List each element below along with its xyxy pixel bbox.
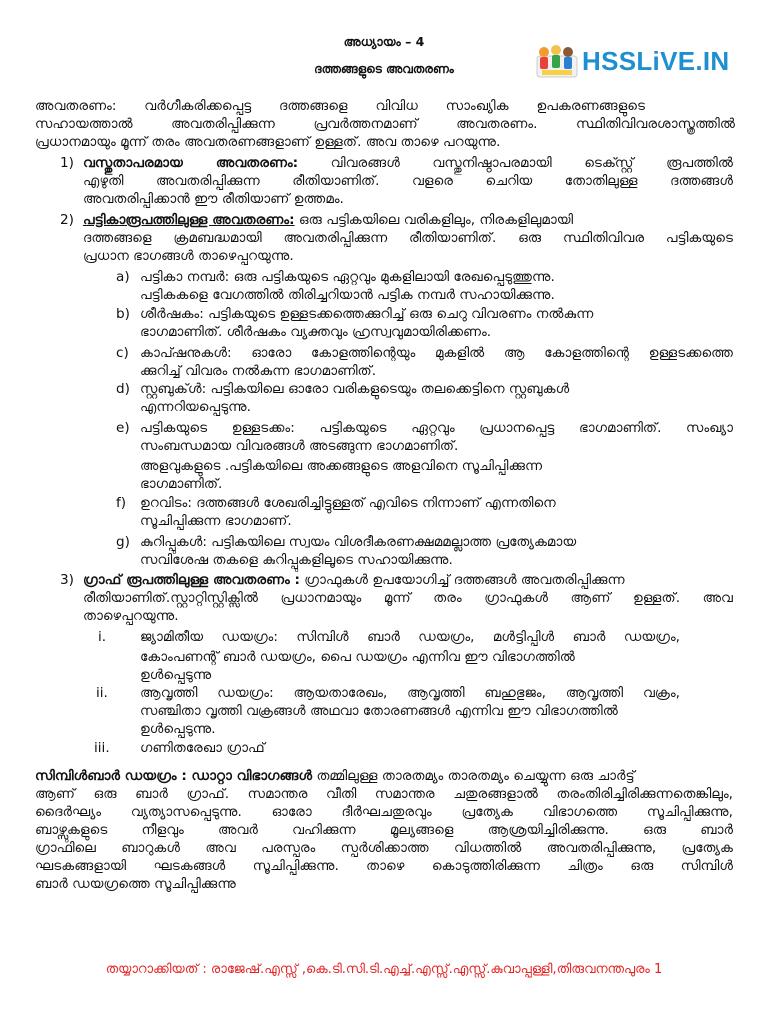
item-text: ഒരു പട്ടികയിലെ വരികളിലും, നിരകളിലുമായി	[294, 212, 574, 228]
item-text-line: താഴെപ്പറയുന്നു.	[83, 608, 179, 624]
sub-item-line: കാപ്ഷനുകൾ: ഓരോ കോളത്തിന്റെയും മുകളിൽ ആ കോളത്തിന്റെ ഉള്ളടക്കത്തെ	[140, 345, 733, 361]
sub-item-line: എന്നറിയപ്പെടുന്നു.	[140, 399, 251, 415]
sub-item-line: അളവുകളുടെ .പട്ടികയിലെ അക്കങ്ങളുടെ അളവിനെ സൂചിപ്പിക്കുന്ന	[140, 458, 543, 474]
footer	[0, 962, 768, 977]
sub-item-line: ക്കുറിച്ച് വിവരം നൽകുന്ന ഭാഗമാണിത്.	[140, 363, 377, 379]
list-item	[83, 211, 573, 229]
sub-item-line: പട്ടികാ നമ്പർ: ഒരു പട്ടികയുടെ ഏറ്റവും മുകളിലായി രേഖപ്പെടുത്തുന്നു.	[140, 269, 555, 285]
sub-item-line: ഉൾപ്പെടുന്നു	[140, 667, 212, 683]
sub-item-line: ശീർഷകം: പട്ടികയുടെ ഉള്ളടക്കത്തെക്കുറിച്ച് ഒരു ചെറു വിവരണം നൽകുന്ന	[140, 306, 594, 322]
paragraph-line: ഘടകങ്ങളായി ഘടകങ്ങൾ സൂചിപ്പിക്കുന്നു. താഴെ കൊടുത്തിരിക്കുന്ന ചിത്രം ഒരു സിമ്പിൾ	[35, 858, 733, 874]
paragraph-line: ഗ്രാഫിലെ ബാറുകൾ അവ പരസ്പരം സ്പർശിക്കാത്ത വിധത്തിൽ അവതരിപ്പിക്കുന്നു, പ്രത്യേക	[35, 840, 733, 856]
sub-item-line: കോംപണന്റ് ബാർ ഡയഗ്രം, പൈ ഡയഗ്രം എന്നിവ ഈ വിഭാഗത്തിൽ	[140, 649, 575, 665]
sub-item-line: ആവൃത്തി ഡയഗ്രം: ആയതാരേഖം, ആവൃത്തി ബഹുഭുജം, ആവൃത്തി വക്രം,	[140, 685, 680, 701]
paragraph-line: ബാർ ഡയഗ്രത്തെ സൂചിപ്പിക്കുന്നു	[35, 876, 236, 892]
site-logo	[536, 42, 730, 80]
sub-marker: ii.	[96, 685, 108, 701]
item-heading: പട്ടികാരൂപത്തിലുള്ള അവതരണം:	[83, 212, 295, 228]
sub-marker: e)	[116, 420, 130, 436]
sub-marker: b)	[116, 306, 130, 322]
item-text: വിവരങ്ങൾ വസ്തുനിഷ്ഠാപരമായി ടെക്സ്റ്റ് രൂപത്തിൽ	[298, 155, 733, 171]
paragraph-text: തമ്മിലുള്ള താരതമ്യം താരതമ്യം ചെയ്യുന്ന ഒരു ചാർട്ട്	[312, 768, 635, 784]
paragraph-heading: സിമ്പിൾബാർ ഡയഗ്രം : ഡാറ്റാ വിഭാഗങ്ങൾ	[35, 768, 313, 784]
sub-marker: a)	[116, 269, 130, 285]
sub-marker: d)	[116, 381, 130, 397]
sub-item-line: ഉൾപ്പെടുന്നു.	[140, 721, 216, 737]
sub-item-line: സഞ്ചിതാ വൃത്തി വക്രങ്ങൾ അഥവാ തോരണങ്ങൾ എന്നിവ ഈ വിഭാഗത്തിൽ	[140, 703, 618, 719]
paragraph-line: ആണ് ഒരു ബാർ ഗ്രാഫ്. സമാന്തര വീതി സമാന്തര ചതുരങ്ങളാൽ തരംതിരിച്ചിരിക്കുന്നതെങ്കിലും,	[35, 786, 733, 802]
page-title: ദത്തങ്ങളുടെ അവതരണം	[314, 62, 454, 76]
sub-item-line: സൂചിപ്പിക്കുന്ന ഭാഗമാണ്.	[140, 513, 292, 529]
sub-marker: iii.	[94, 740, 110, 756]
page-number: 1	[654, 962, 663, 977]
sub-item-line: സവിശേഷ തകളെ കുറിപ്പുകളിലൂടെ സഹായിക്കുന്നു.	[140, 552, 453, 568]
intro-line: പ്രധാനമായും മൂന്ന് തരം അവതരണങ്ങളാണ് ഉള്ളത്. അവ താഴെ പറയുന്നു.	[35, 134, 501, 150]
list-item	[83, 154, 733, 172]
sub-marker: g)	[116, 534, 130, 550]
item-heading: ഗ്രാഫ് രൂപത്തിലുള്ള അവതരണം :	[83, 572, 300, 588]
item-heading: വസ്തുതാപരമായ അവതരണം:	[83, 155, 299, 171]
sub-item-line: ഭാഗമാണിത്. ശീർഷകം വ്യക്തവും ഹ്രസ്വവുമായിരിക്കണം.	[140, 324, 492, 340]
logo-text: HSSLiVE.IN	[582, 46, 730, 76]
list-item	[83, 571, 625, 589]
sub-item-line: ഉറവിടം: ദത്തങ്ങൾ ശേഖരിച്ചിട്ടുള്ളത് എവിടെ നിന്നാണ് എന്നതിനെ	[140, 495, 556, 511]
item-text-line: എഴുതി അവതരിപ്പിക്കുന്ന രീതിയാണിത്. വളരെ ചെറിയ തോതിലുള്ള ദത്തങ്ങൾ	[83, 173, 733, 189]
list-marker: 3)	[60, 572, 74, 588]
paragraph-line: ബാഴ്സുകളുടെ നീളവും അവർ വഹിക്കുന്ന മൂല്യങ്ങളെ ആശ്രയിച്ചിരിക്കുന്നു. ഒരു ബാർ	[35, 822, 733, 838]
sub-item-line: സ്റ്റബുക്ൾ: പട്ടികയിലെ ഓരോ വരികളുടെയും തലക്കെട്ടിനെ സ്റ്റബുകൾ	[140, 381, 570, 397]
item-text-line: ദത്തങ്ങളെ ക്രമബദ്ധമായി അവതരിപ്പിക്കുന്ന രീതിയാണിത്. ഒരു സ്ഥിതിവിവര പട്ടികയുടെ	[83, 230, 733, 246]
sub-item-line: ഗണിതരേഖാ ഗ്രാഫ്	[140, 740, 265, 756]
paragraph-line: ദൈർഘ്യം വ്യത്യാസപ്പെടുന്നു. ഓരോ ദീർഘചതുരവും പ്രത്യേക വിഭാഗത്തെ സൂചിപ്പിക്കുന്നു,	[35, 804, 733, 820]
footer-credit: തയ്യാറാക്കിയത് : രാജേഷ്.എസ്സ് ,കെ.ടി.സി.ടി.എച്ച്.എസ്സ്.എസ്സ്.കുവാപ്പള്ളി,തിരുവനന്തപുരം	[105, 962, 650, 977]
sub-item-line: സംബന്ധമായ വിവരങ്ങൾ അടങ്ങുന്ന ഭാഗമാണിത്.	[140, 438, 459, 454]
intro-line: സഹായത്താൽ അവതരിപ്പിക്കുന്ന പ്രവർത്തനമാണ് അവതരണം. സ്ഥിതിവിവരശാസ്ത്രത്തിൽ	[35, 116, 735, 132]
sub-marker: i.	[98, 629, 107, 645]
sub-item-line: പട്ടികയുടെ ഉള്ളടക്കം: പട്ടികയുടെ ഏറ്റവും പ്രധാനപ്പെട്ട ഭാഗമാണിത്. സംഖ്യാ	[140, 420, 733, 436]
paragraph-first-line	[35, 767, 635, 785]
item-text: ഗ്രാഫുകൾ ഉപയോഗിച്ച് ദത്തങ്ങൾ അവതരിപ്പിക്കുന്ന	[299, 572, 625, 588]
intro-line: അവതരണം: വർഗീകരിക്കപ്പെട്ട ദത്തങ്ങളെ വിവിധ സാംഖ്യിക ഉപകരണങ്ങളുടെ	[35, 98, 645, 114]
sub-item-line: ഭാഗമാണിത്.	[140, 476, 223, 492]
item-text-line: രീതിയാണിത്.സ്റ്റാറ്റിസ്റ്റിക്സിൽ പ്രധാനമായും മൂന്ന് തരം ഗ്രാഫുകൾ ആണ് ഉള്ളത്. അവ	[83, 590, 733, 606]
list-marker: 1)	[60, 155, 74, 171]
sub-marker: c)	[116, 345, 129, 361]
item-text-line: അവതരിപ്പിക്കാൻ ഈ രീതിയാണ് ഉത്തമം.	[83, 191, 344, 207]
sub-item-line: ജ്യാമിതീയ ഡയഗ്രം: സിമ്പിൾ ബാർ ഡയഗ്രം, മൾട്ടിപ്പിൾ ബാർ ഡയഗ്രം,	[140, 629, 680, 645]
sub-item-line: പട്ടികകളെ വേഗത്തിൽ തിരിച്ചറിയാൻ പട്ടിക നമ്പർ സഹായിക്കുന്നു.	[140, 287, 555, 303]
list-marker: 2)	[60, 212, 74, 228]
item-text-line: പ്രധാന ഭാഗങ്ങൾ താഴെപ്പറയുന്നു.	[83, 248, 294, 264]
chapter-heading: അധ്യായം – 4	[343, 34, 425, 49]
sub-item-line: കുറിപ്പുകൾ: പട്ടികയിലെ സ്വയം വിശദീകരണക്ഷമമല്ലാത്ത പ്രത്യേകമായ	[140, 534, 577, 550]
sub-marker: f)	[116, 495, 127, 511]
children-logo-icon	[536, 42, 578, 78]
